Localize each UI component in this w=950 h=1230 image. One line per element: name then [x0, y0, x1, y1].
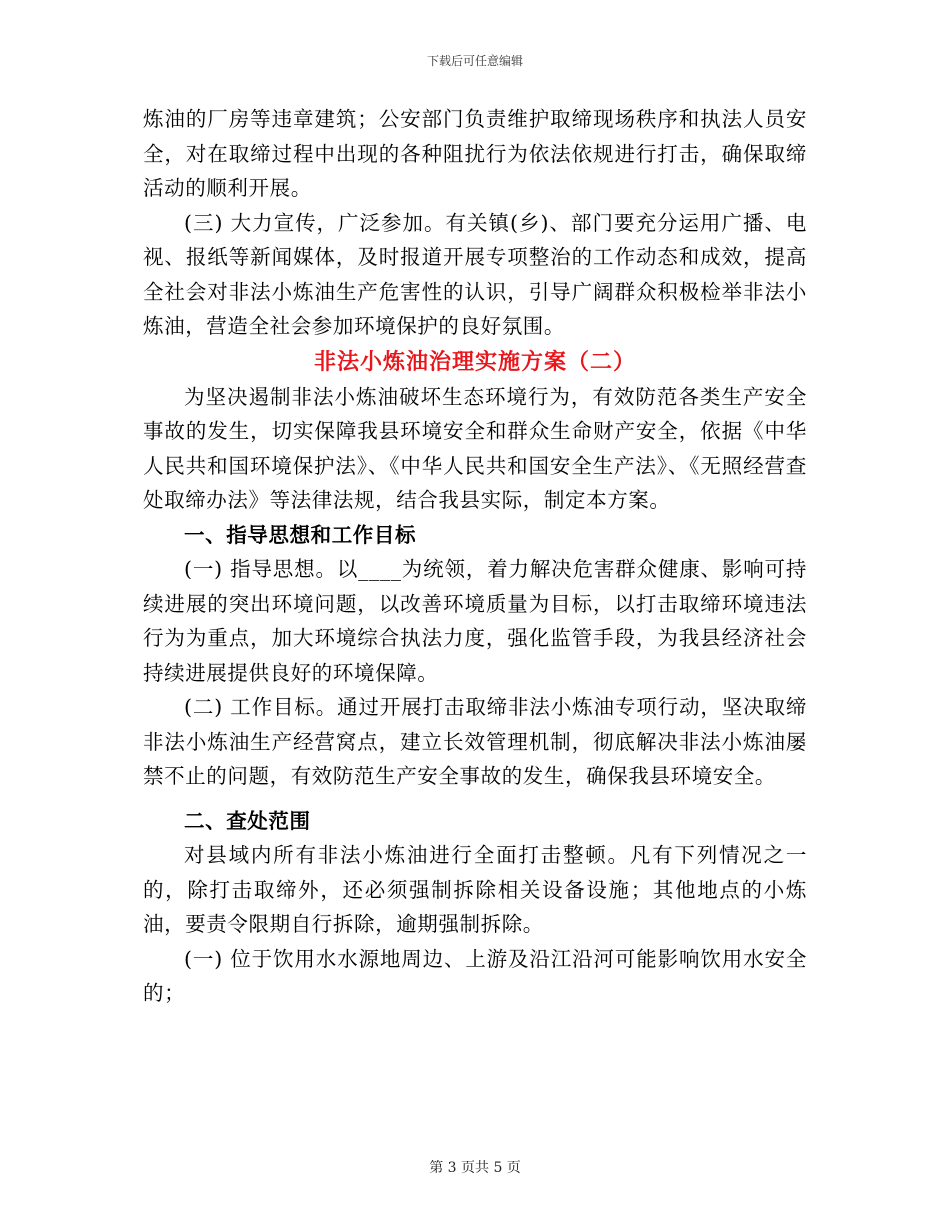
paragraph-scope: 对县域内所有非法小炼油进行全面打击整顿。凡有下列情况之一的，除打击取缔外，还必须强制拆除相关设备设施；其他地点的小炼油，要责令限期自行拆除，逾期强制拆除。 — [143, 843, 807, 936]
section-title: 非法小炼油治理实施方案（二） — [313, 348, 636, 375]
document-body — [143, 102, 807, 1011]
paragraph-continuation: 炼油的厂房等违章建筑；公安部门负责维护取缔现场秩序和执法人员安全，对在取缔过程中出现的各种阻扰行为依法依规进行打击，确保取缔活动的顺利开展。 — [143, 107, 807, 200]
spacer — [143, 794, 807, 804]
page-footer: 第 3 页共 5 页 — [429, 1160, 521, 1176]
heading-scope: 二、查处范围 — [184, 808, 311, 833]
page-header: 下载后可任意编辑 — [426, 54, 523, 68]
paragraph-publicity: (三) 大力宣传，广泛参加。有关镇(乡)、部门要充分运用广播、电视、报纸等新闻媒体，及时报道开展专项整治的工作动态和成效，提高全社会对非法小炼油生产危害性的认识，引导广阔群众积极检举非法小炼油，营造全社会参加环境保护的良好氛围。 — [143, 210, 807, 338]
paragraph-scope-item-1: (一) 位于饮用水水源地周边、上游及沿江沿河可能影响饮用水安全的； — [143, 946, 807, 1005]
heading-guiding-ideology: 一、指导思想和工作目标 — [184, 522, 417, 547]
paragraph-guiding-ideology: (一) 指导思想。以____为统领，着力解决危害群众健康、影响可持续进展的突出环境问题，以改善环境质量为目标，以打击取缔环境违法行为为重点，加大环境综合执法力度，强化监管手段，为我县经济社会持续进展提供良好的环境保障。 — [143, 557, 807, 685]
paragraph-work-goal: (二) 工作目标。通过开展打击取缔非法小炼油专项行动，坚决取缔非法小炼油生产经营窝点，建立长效管理机制，彻底解决非法小炼油屡禁不止的问题，有效防范生产安全事故的发生，确保我县环境安全。 — [143, 695, 807, 788]
paragraph-intro: 为坚决遏制非法小炼油破坏生态环境行为，有效防范各类生产安全事故的发生，切实保障我县环境安全和群众生命财产安全，依据《中华人民共和国环境保护法》、《中华人民共和国安全生产法》、《无照经营查处取缔办法》等法律法规，结合我县实际，制定本方案。 — [143, 384, 807, 512]
